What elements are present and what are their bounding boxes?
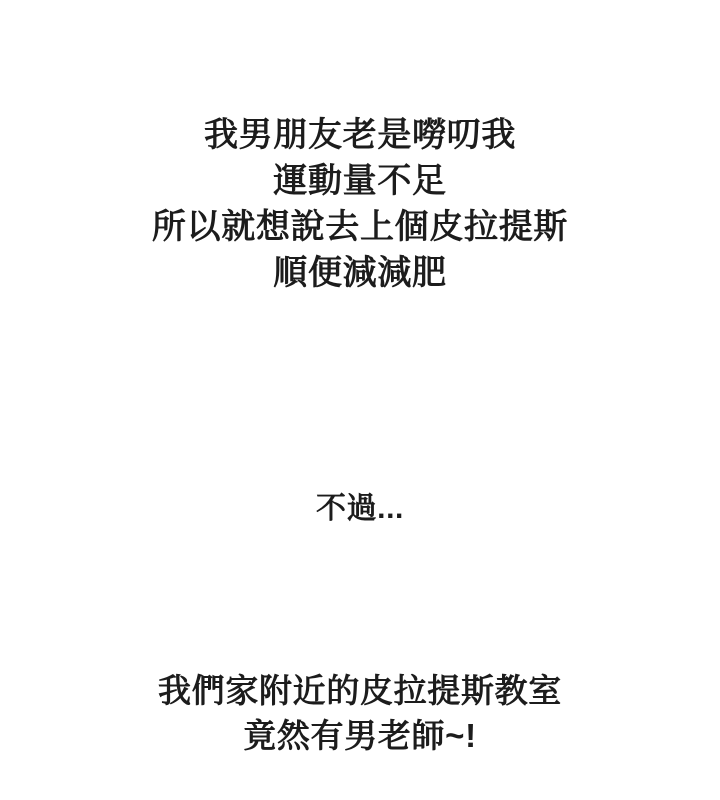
narration-line: 我們家附近的皮拉提斯教室 — [158, 672, 562, 709]
narration-block-reveal — [0, 668, 720, 758]
narration-line: 順便減減肥 — [273, 254, 447, 292]
narration-line: 竟然有男老師~! — [243, 717, 477, 754]
narration-line: 不過... — [315, 492, 404, 525]
narration-block-intro — [0, 112, 720, 296]
narration-line: 運動量不足 — [273, 162, 447, 200]
narration-block-however — [0, 488, 720, 530]
narration-line: 所以就想說去上個皮拉提斯 — [151, 208, 569, 246]
narration-line: 我男朋友老是嘮叨我 — [203, 116, 517, 154]
